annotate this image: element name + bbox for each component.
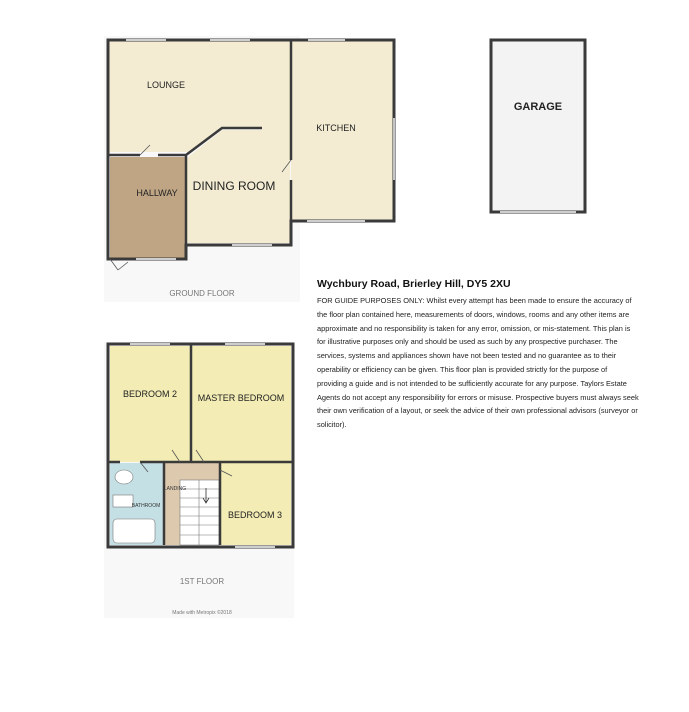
first-floor xyxy=(108,343,293,548)
bedroom-2-label: BEDROOM 2 xyxy=(122,389,178,399)
bedroom-2-room xyxy=(110,346,190,462)
hallway-room xyxy=(110,157,185,259)
bathroom-label: BATHROOM xyxy=(131,503,161,509)
first-floor-label: 1ST FLOOR xyxy=(179,577,225,586)
property-address: Wychbury Road, Brierley Hill, DY5 2XU xyxy=(317,278,511,290)
garage-label: GARAGE xyxy=(513,101,563,113)
property-info xyxy=(317,278,639,432)
garage xyxy=(491,40,585,213)
disclaimer-text: FOR GUIDE PURPOSES ONLY: Whilst every attempt has been made to ensure the accuracy of the floor plan contained here, measurements of doors, windows, rooms and any other items are approximate and no responsibility is taken for any error, omission, or mis-statement. This plan is for illustrative purposes only and should be used as such by any prospective purchaser. The services, systems and appliances shown have not been tested and no guarantee as to their operability or efficiency can be given. This floor plan is provided strictly for the purpose of providing a guide and is not intended to be sufficiently accurate for any purpose. Taylors Estate Agents do not accept any responsibility for errors or misuse. Prospective buyers must always seek their own verification of a layout, or seek the advice of their own professional advisors (surveyor or solicitor). xyxy=(317,296,639,430)
master-bedroom-room xyxy=(192,346,291,462)
bedroom-3-label: BEDROOM 3 xyxy=(227,510,283,520)
garage-room xyxy=(491,40,585,212)
credit-label: Made with Metropix ©2018 xyxy=(172,610,232,616)
ground-floor-label: GROUND FLOOR xyxy=(169,289,235,298)
landing-label: LANDING xyxy=(163,486,187,492)
lounge-label: LOUNGE xyxy=(146,80,186,90)
master-bedroom-label: MASTER BEDROOM xyxy=(197,393,285,403)
kitchen-label: KITCHEN xyxy=(316,123,356,133)
dining-room-label: DINING ROOM xyxy=(192,179,276,193)
hallway-label: HALLWAY xyxy=(136,188,178,198)
